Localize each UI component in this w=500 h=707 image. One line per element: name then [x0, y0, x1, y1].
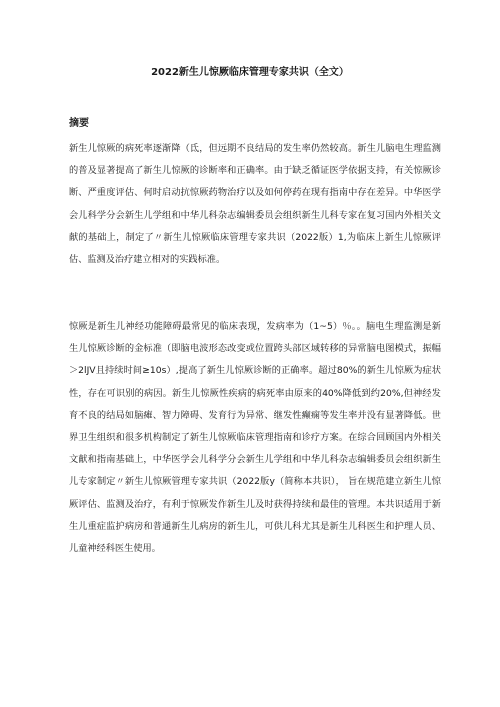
abstract-heading: 摘要	[69, 118, 89, 129]
body-paragraph: 惊厥是新生儿神经功能障碍最常见的临床表现，发病率为（1~5）％。。脑电生理监测是新生儿惊厥诊断的金标准（即脑电波形态改变或位置跨头部区域转移的异常脑电图模式，振幅＞2lJV且持续时间≥10s）,提高了新生儿惊厥诊断的正确率。超过80%的新生儿惊厥为症状性，存在可识别的病因。新生儿惊厥性疾病的病死率由原来的40%降低到约20%,但神经发育不良的结局如脑瘫、智力障碍、发育行为异常、继发性癫痫等发生率并没有显著降低。世界卫生组织和很多机构制定了新生儿惊厥临床管理指南和诊疗方案。在综合回顾国内外相关文献和指南基础上，中华医学会儿科学分会新生儿学组和中华儿科杂志编辑委员会组织新生儿专家制定〃新生儿惊厥管理专家共识（2022版y（简称本共识）， 旨在规范建立新生儿惊厥评估、监测及治疗，有利于惊厥发作新生儿及时获得持续和最佳的管理。本共识适用于新生儿重症监护病房和普通新生儿病房的新生儿，可供儿科尤其是新生儿科医生和护理人员、儿童神经科医生使用。	[69, 321, 441, 555]
document-title: 2022新生儿惊厥临床管理专家共识（全文）	[151, 67, 349, 78]
abstract-paragraph: 新生儿惊厥的病死率逐渐降（氐，但远期不良结局的发生率仍然较高。新生儿脑电生理监测的普及显著提高了新生儿惊厥的诊断率和正确率。由于缺乏循证医学依据支持，有关惊厥诊断、严重度评估、何时启动抗惊厥药物治疗以及如何停药在现有指南中存在差异。中华医学会儿科学分会新生儿学组和中华儿科杂志编辑委员会组织新生儿科专家在复习国内外相关文献的基础上，制定了〃新生儿惊厥临床管理专家共识（2022版）1,为临床上新生儿惊厥评估、监测及治疗建立相对的实践标准。	[69, 143, 441, 266]
